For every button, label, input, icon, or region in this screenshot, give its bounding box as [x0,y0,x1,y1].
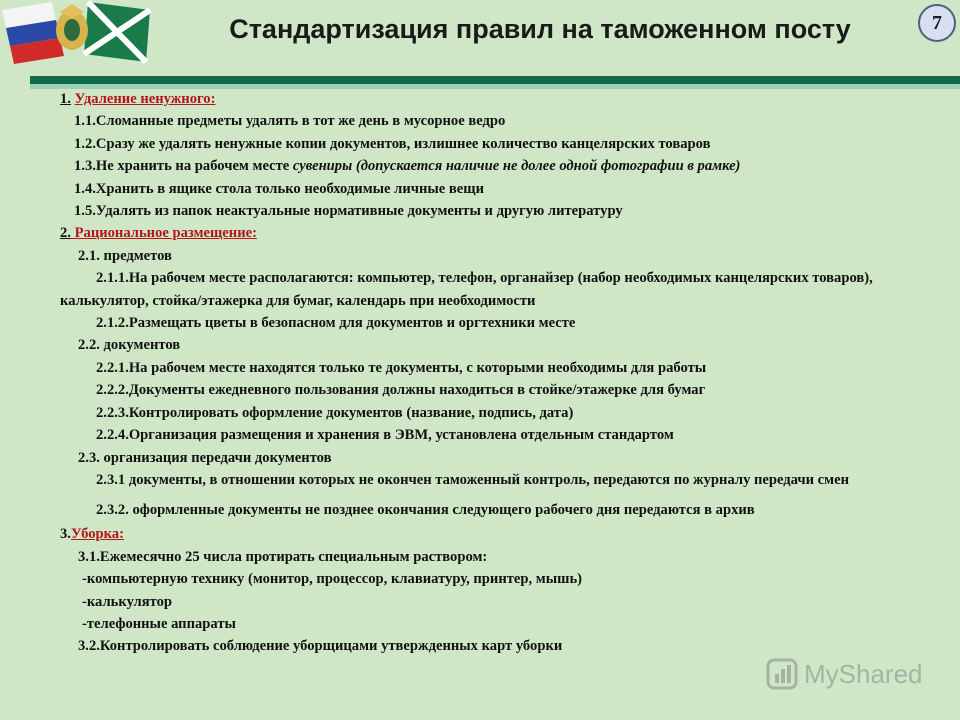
page-number-badge: 7 [918,4,956,42]
list-item-italic: сувениры (допускается наличие не долее одной фотографии в рамке) [292,158,741,175]
list-item: 1.4.Хранить в ящике стола только необходимые личные вещи [74,180,484,197]
list-item: 2.2.4.Организация размещения и хранения в ЭВМ, установлена отдельным стандартом [96,427,674,444]
list-item: 3.1.Ежемесячно 25 числа протирать специальным раствором: [78,548,488,565]
watermark-text: MyShared [804,658,923,689]
list-item: 2.1.2.Размещать цветы в безопасном для документов и оргтехники месте [96,315,576,332]
section-title: Уборка: [70,526,124,543]
section-title: Удаление ненужного: [74,91,216,107]
emblem-icon [56,4,88,50]
russian-flag-icon [2,2,64,64]
list-item: 2.2.1.На рабочем месте находятся только те документы, с которыми необходимы для работы [96,359,707,376]
list-item-text: 1.3.Не хранить на рабочем месте [74,158,293,175]
section-number: 1. [60,91,71,107]
watermark [766,654,923,694]
section-heading-1 [60,88,950,110]
title-divider [30,76,960,84]
list-item: 2.2.3.Контролировать оформление документов (название, подпись, дата) [96,404,574,421]
list-item: -компьютерную технику (монитор, процессор, клавиатуру, принтер, мышь) [82,571,583,588]
list-item: 1.2.Сразу же удалять ненужные копии документов, излишнее количество канцелярских товаров [74,135,711,152]
rules-list [60,88,950,658]
subsection-heading: 2.2. документов [78,337,181,354]
subsection-heading: 2.1. предметов [78,247,172,264]
list-item: -телефонные аппараты [82,615,236,632]
list-item: 2.1.1.На рабочем месте располагаются: компьютер, телефон, органайзер (набор необходимых канцелярских товаров), калькулятор, стойка/этажерка для бумаг, календарь при необходимости [60,270,873,309]
list-item [60,155,950,177]
list-item: 3.2.Контролировать соблюдение уборщицами утвержденных карт уборки [78,638,563,655]
section-number: 2. [60,225,71,242]
list-item: 2.2.2.Документы ежедневного пользования должны находиться в стойке/этажерке для бумаг [96,382,706,399]
list-item: 1.1.Сломанные предметы удалять в тот же день в мусорное ведро [74,113,506,130]
list-item: -калькулятор [82,593,172,610]
customs-flags-emblem [0,0,160,64]
list-item: 1.5.Удалять из папок неактуальные нормативные документы и другую литературу [74,203,623,220]
watermark-logo-icon [766,658,798,690]
list-item: 2.3.1 документы, в отношении которых не окончен таможенный контроль, передаются по журналу передачи смен [96,471,849,488]
list-item: 2.3.2. оформленные документы не позднее окончания следующего рабочего дня передаются в архив [96,502,755,519]
section-title: Рациональное размещение: [70,225,257,242]
section-number: 3. [60,526,71,543]
page-title: Стандартизация правил на таможенном посту [229,14,851,44]
customs-flag-icon [84,2,150,62]
section-heading-2 [60,222,950,244]
section-heading-3 [60,523,950,545]
subsection-heading: 2.3. организация передачи документов [78,449,332,466]
